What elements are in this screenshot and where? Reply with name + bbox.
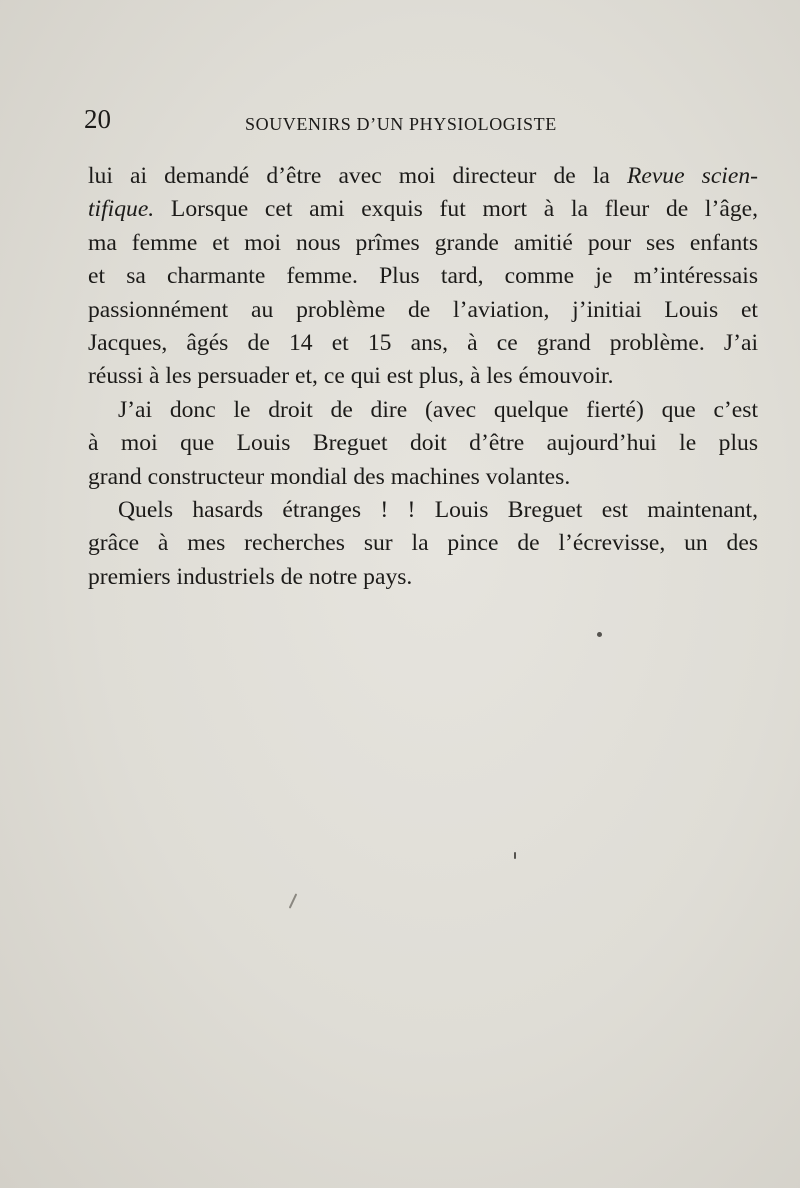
running-head <box>84 104 754 144</box>
page-number: 20 <box>84 104 111 134</box>
text-line: passionnément au problème de l’aviation, j’initiai Louis et <box>88 296 758 323</box>
italic-journal-title-cont: tifique. <box>88 196 155 223</box>
body-text <box>88 160 758 594</box>
paper-speck <box>597 632 602 637</box>
text-line: réussi à les persuader et, ce qui est plus, à les émouvoir. <box>88 363 614 390</box>
text-line: ma femme et moi nous prîmes grande amitié pour ses enfants <box>88 229 758 256</box>
paper-speck <box>289 893 298 908</box>
paper-speck <box>514 852 516 859</box>
text-line: grâce à mes recherches sur la pince de l’écrevisse, un des <box>88 530 758 557</box>
text-line: à moi que Louis Breguet doit d’être aujourd’hui le plus <box>88 430 758 457</box>
paragraph-start-line: Quels hasards étranges ! ! Louis Breguet est maintenant, <box>118 496 758 523</box>
text-line: premiers industriels de notre pays. <box>88 563 413 590</box>
text-line: Jacques, âgés de 14 et 15 ans, à ce grand problème. J’ai <box>88 329 758 356</box>
paragraph-start-line: J’ai donc le droit de dire (avec quelque fierté) que c’est <box>118 396 758 423</box>
text-line: et sa charmante femme. Plus tard, comme je m’intéressais <box>88 263 758 290</box>
running-title: SOUVENIRS D’UN PHYSIOLOGISTE <box>245 114 557 134</box>
text-line: lui ai demandé d’être avec moi directeur de la Revue scien- <box>88 163 758 189</box>
italic-journal-title: Revue scien- <box>626 163 758 189</box>
text-line: tifique. Lorsque cet ami exquis fut mort à la fleur de l’âge, <box>88 196 758 223</box>
text-line: grand constructeur mondial des machines volantes. <box>88 463 571 490</box>
